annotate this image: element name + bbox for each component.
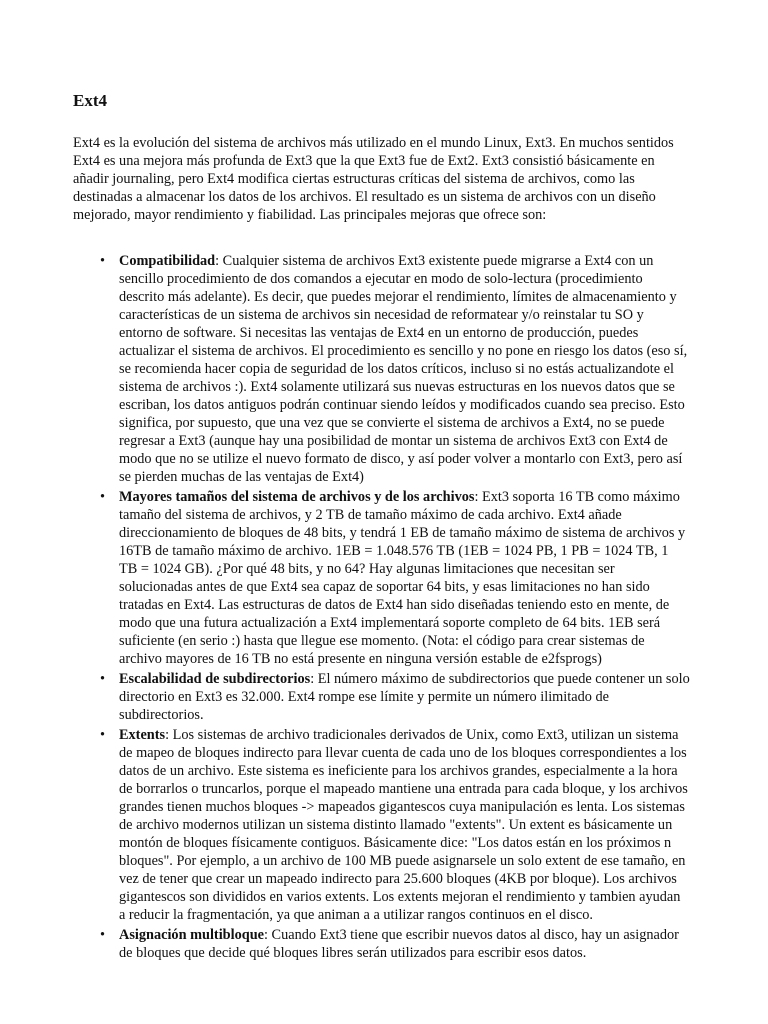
- list-item-text: : Ext3 soporta 16 TB como máximo tamaño del sistema de archivos, y 2 TB de tamaño máximo de cada archivo. Ext4 añade direccionamiento de bloques de 48 bits, y tendrá 1 EB de tamaño máximo de sistema de archivos y 16TB de tamaño máximo de archivo. 1EB = 1.048.576 TB (1EB = 1024 PB, 1 PB = 1024 TB, 1 TB = 1024 GB). ¿Por qué 48 bits, y no 64? Hay algunas limitaciones que necesitan ser solucionadas antes de que Ext4 sea capaz de soportar 64 bits, y esas limitaciones no han sido tratadas en Ext4. Las estructuras de datos de Ext4 han sido diseñadas teniendo esto en mente, de modo que una futura actualización a Ext4 implementará soporte completo de 64 bits. 1EB será suficiente (en serio :) hasta que llegue ese momento. (Nota: el código para crear sistemas de archivo mayores de 16 TB no está presente en ninguna versión estable de e2fsprogs): [119, 489, 686, 667]
- bullet-icon: •: [100, 253, 106, 269]
- list-item-term: Escalabilidad de subdirectorios: [119, 671, 311, 687]
- list-item-text: : Cualquier sistema de archivos Ext3 existente puede migrarse a Ext4 con un sencillo procedimiento de dos comandos a ejecutar en modo de solo-lectura (procedimiento descrito más adelante). Es decir, que puedes mejorar el rendimiento, límites de almacenamiento y características de un sistema de archivos sin necesidad de reformatear y/o reinstalar tu SO y entorno de software. Si necesitas las ventajas de Ext4 en un entorno de producción, puedes actualizar el sistema de archivos. El procedimiento es sencillo y no pone en riesgo los datos (eso sí, se recomienda hacer copia de seguridad de los datos críticos, incluso si no estás actualizandote el sistema de archivos :). Ext4 solamente utilizará sus nuevas estructuras en los nuevos datos que se escriban, los datos antiguos podrán continuar siendo leídos y modificados cuando sea preciso. Esto significa, por supuesto, que una vez que se convierte el sistema de archivos a Ext4, no se puede regresar a Ext3 (aunque hay una posibilidad de montar un sistema de archivos Ext3 con Ext4 de modo que no se utilize el nuevo formato de disco, y así poder volver a montarlo con Ext3, pero así se pierden muchas de las ventajas de Ext4): [119, 253, 688, 485]
- list-item: [73, 926, 690, 962]
- list-item: [73, 252, 690, 486]
- list-item-term: Extents: [119, 727, 166, 743]
- list-item-term: Mayores tamaños del sistema de archivos y de los archivos: [119, 489, 475, 505]
- list-item-text: : El número máximo de subdirectorios que puede contener un solo directorio en Ext3 es 32.000. Ext4 rompe ese límite y permite un número ilimitado de subdirectorios.: [119, 671, 690, 723]
- document-page: [73, 0, 690, 1024]
- intro-paragraph: Ext4 es la evolución del sistema de archivos más utilizado en el mundo Linux, Ext3. En muchos sentidos Ext4 es una mejora más profunda de Ext3 que la que Ext3 fue de Ext2. Ext3 consistió básicamente en añadir journaling, pero Ext4 modifica ciertas estructuras críticas del sistema de archivos, como las destinadas a almacenar los datos de los archivos. El resultado es un sistema de archivos con un diseño mejorado, mayor rendimiento y fiabilidad. Las principales mejoras que ofrece son:: [73, 135, 674, 223]
- bullet-icon: •: [100, 927, 106, 943]
- bullet-icon: •: [100, 727, 106, 743]
- list-item-text: : Cuando Ext3 tiene que escribir nuevos datos al disco, hay un asignador de bloques que decide qué bloques libres serán utilizados para escribir esos datos.: [119, 927, 679, 961]
- list-item-term: Compatibilidad: [119, 253, 216, 269]
- list-item: [73, 670, 690, 724]
- bullet-icon: •: [100, 489, 106, 505]
- feature-list: [73, 252, 690, 964]
- bullet-icon: •: [100, 671, 106, 687]
- document-title: Ext4: [73, 91, 107, 110]
- list-item-text: : Los sistemas de archivo tradicionales derivados de Unix, como Ext3, utilizan un sistema de mapeo de bloques indirecto para llevar cuenta de cada uno de los bloques correspondientes a los datos de un archivo. Este sistema es ineficiente para los archivos grandes, especialmente a la hora de borrarlos o truncarlos, porque el mapeado mantiene una entrada para cada bloque, y los archivos grandes tienen muchos bloques -> mapeados gigantescos cuya manipulación es lenta. Los sistemas de archivo modernos utilizan un sistema distinto llamado "extents". Un extent es básicamente un montón de bloques físicamente contiguos. Básicamente dice: "Los datos están en los próximos n bloques". Por ejemplo, a un archivo de 100 MB puede asignarsele un solo extent de ese tamaño, en vez de tener que crear un mapeado indirecto para 25.600 bloques (4KB por bloque). Los archivos gigantescos son divididos en varios extents. Los extents mejoran el rendimiento y tambien ayudan a reducir la fragmentación, ya que animan a a utilizar rangos continuos en el disco.: [119, 727, 688, 923]
- list-item: [73, 726, 690, 924]
- list-item: [73, 488, 690, 668]
- list-item-term: Asignación multibloque: [119, 927, 264, 943]
